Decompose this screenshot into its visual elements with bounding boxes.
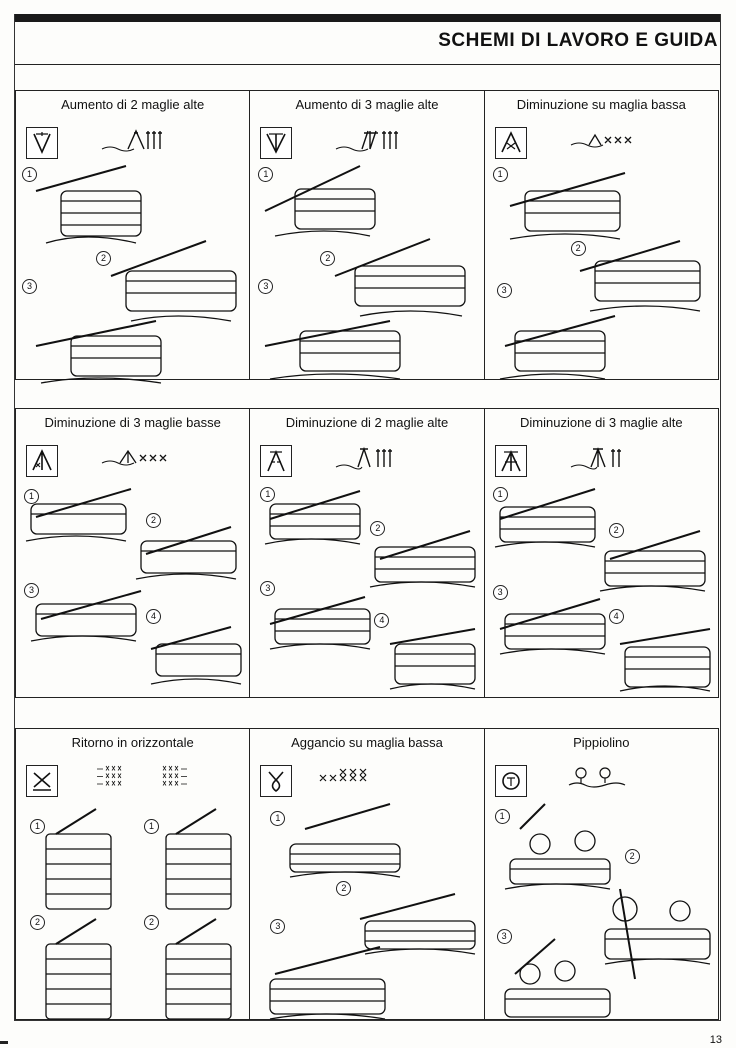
step-number: 1 (22, 167, 37, 182)
step-number: 2 (146, 513, 161, 528)
step-number: 3 (493, 585, 508, 600)
cell-title: Aumento di 3 maglie alte (295, 97, 439, 112)
a-stitch-symbol-icon (495, 445, 527, 477)
cell-title: Ritorno in orizzontale (71, 735, 194, 750)
step-number: 2 (625, 849, 640, 864)
step-number: 1 (258, 167, 273, 182)
cell-picot (485, 729, 718, 1019)
v-stitch-symbol-icon (26, 127, 58, 159)
section-special-stitches (15, 728, 719, 1020)
step-number: 1 (30, 819, 45, 834)
cell-decrease-two-tall (250, 409, 484, 697)
step-number: 3 (24, 583, 39, 598)
crochet-illustration-icon (250, 161, 480, 391)
cell-decrease-three-tall (485, 409, 718, 697)
step-number: 4 (374, 613, 389, 628)
w-stitch-symbol-icon (260, 127, 292, 159)
step-number: 3 (260, 581, 275, 596)
cell-increase-two-tall (16, 91, 250, 379)
crochet-illustration-icon (16, 799, 246, 1029)
a-stitch-symbol-icon (495, 127, 527, 159)
stitch-chart-icon (567, 125, 677, 155)
cell-decrease-three-single (16, 409, 250, 697)
cell-title: Diminuzione di 2 maglie alte (285, 415, 449, 430)
crochet-illustration-icon (250, 799, 480, 1029)
step-number: 1 (270, 811, 285, 826)
step-number: 1 (493, 167, 508, 182)
corner-mark (0, 1041, 8, 1044)
cell-title: Pippiolino (573, 735, 630, 750)
x-stitch-symbol-icon (26, 765, 58, 797)
stitch-chart-icon (332, 443, 442, 473)
step-number: 3 (270, 919, 285, 934)
cell-title: Aumento di 2 maglie alte (61, 97, 205, 112)
page-number: 13 (709, 1034, 722, 1046)
step-number: 2 (370, 521, 385, 536)
step-number: 1 (260, 487, 275, 502)
step-number: 2 (336, 881, 351, 896)
section-increases (15, 90, 719, 380)
stitch-chart-icon (332, 125, 442, 155)
step-number: 1 (495, 809, 510, 824)
step-number: 2 (320, 251, 335, 266)
cell-increase-three-tall (250, 91, 484, 379)
stitch-chart-icon (565, 763, 645, 793)
crochet-illustration-icon (250, 479, 480, 709)
page-title: SCHEMI DI LAVORO E GUIDA (438, 30, 718, 51)
a-stitch-symbol-icon (260, 445, 292, 477)
cell-title: Aggancio su maglia bassa (291, 735, 443, 750)
cell-title: Diminuzione di 3 maglie basse (44, 415, 221, 430)
hook-stitch-symbol-icon (260, 765, 292, 797)
cell-hook-on-single (250, 729, 484, 1019)
step-number: 2 (571, 241, 586, 256)
step-number: 3 (497, 283, 512, 298)
step-number: 4 (146, 609, 161, 624)
step-number: 4 (609, 609, 624, 624)
step-number: 2 (144, 915, 159, 930)
stitch-chart-icon (98, 443, 208, 473)
stitch-chart-icon (74, 763, 234, 793)
step-number: 3 (497, 929, 512, 944)
section-decreases (15, 408, 719, 698)
cell-title: Diminuzione di 3 maglie alte (520, 415, 683, 430)
crochet-illustration-icon (16, 479, 246, 709)
step-number: 3 (258, 279, 273, 294)
crochet-illustration-icon (485, 799, 715, 1029)
crochet-illustration-icon (485, 479, 715, 709)
crochet-illustration-icon (16, 161, 246, 391)
cell-decrease-single (485, 91, 718, 379)
picot-symbol-icon (495, 765, 527, 797)
step-number: 2 (96, 251, 111, 266)
step-number: 1 (493, 487, 508, 502)
crochet-illustration-icon (485, 161, 715, 391)
cell-title: Diminuzione su maglia bassa (516, 97, 686, 112)
step-number: 2 (30, 915, 45, 930)
stitch-chart-icon (310, 763, 410, 793)
stitch-chart-icon (98, 125, 208, 155)
step-number: 2 (609, 523, 624, 538)
step-number: 1 (24, 489, 39, 504)
cell-return-horizontal (16, 729, 250, 1019)
a-stitch-symbol-icon (26, 445, 58, 477)
stitch-chart-icon (567, 443, 677, 473)
step-number: 1 (144, 819, 159, 834)
step-number: 3 (22, 279, 37, 294)
